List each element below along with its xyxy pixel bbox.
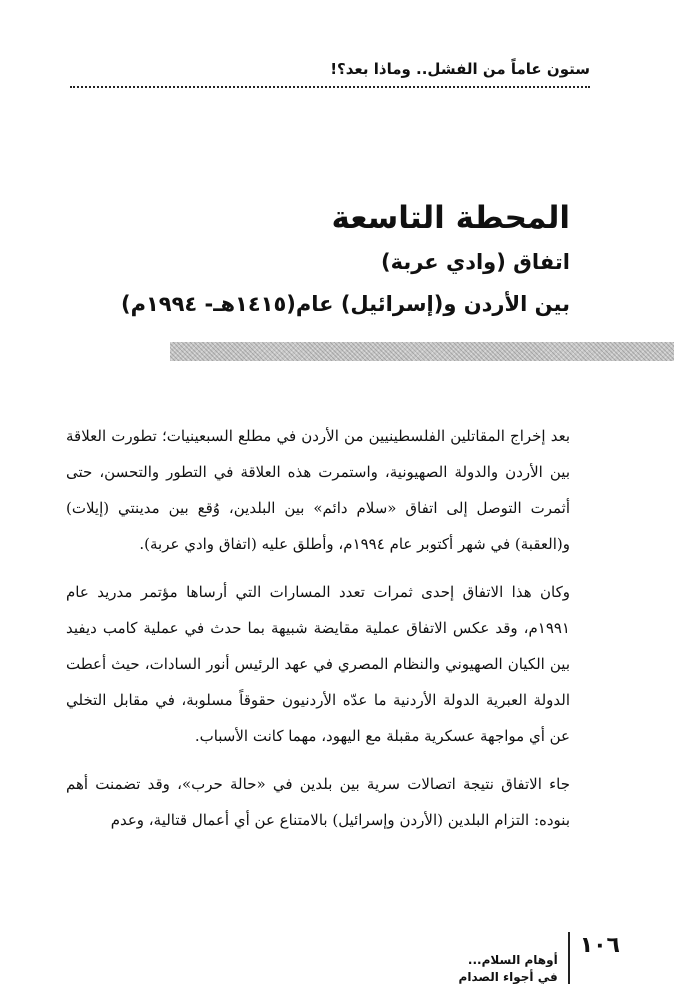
chapter-heading	[121, 195, 570, 325]
footer-title-line: في أجواء الصدام	[458, 970, 558, 984]
header-dotted-rule	[70, 86, 590, 88]
paragraph: وكان هذا الاتفاق إحدى ثمرات تعدد المسارات التي أرساها مؤتمر مدريد عام ١٩٩١م، وقد عكس الاتفاق عملية مقايضة شبيهة بما حدث في عملية كامب ديفيد بين الكيان الصهيوني والنظام المصري في عهد الرئيس أنور السادات، حيث أعطت الدولة العبرية الدولة الأردنية ما عدّه الأردنيون حقوقاً مسلوبة، في مقابل التخلي عن أي مواجهة عسكرية مقبلة مع اليهود، مهما كانت الأسباب.	[66, 583, 570, 745]
paragraph: بعد إخراج المقاتلين الفلسطينيين من الأردن في مطلع السبعينيات؛ تطورت العلاقة بين الأردن والدولة الصهيونية، واستمرت هذه العلاقة في التطور والتحسن، حتى أثمرت التوصل إلى اتفاق «سلام دائم» بين البلدين، وُقع بين مدينتي (إيلات) و(العقبة) في شهر أكتوبر عام ١٩٩٤م، وأطلق عليه (اتفاق وادي عربة).	[66, 427, 570, 553]
chapter-subtitle-parties-date: بين الأردن و(إسرائيل) عام(١٤١٥هـ- ١٩٩٤م)	[120, 292, 570, 316]
page-footer	[459, 932, 620, 986]
footer-title-line: أوهام السلام...	[467, 953, 558, 967]
running-header: ستون عاماً من الفشل.. وماذا بعد؟!	[330, 60, 590, 78]
paragraph: جاء الاتفاق نتيجة اتصالات سرية بين بلدين في «حالة حرب»، وقد تضمنت أهم بنوده: التزام البلدين (الأردن وإسرائيل) بالامتناع عن أي أعمال قتالية، وعدم	[66, 775, 570, 829]
footer-vertical-rule	[568, 932, 570, 984]
footer-book-title	[459, 932, 558, 986]
decorative-shaded-bar	[170, 342, 674, 361]
chapter-title: المحطة التاسعة	[331, 200, 570, 236]
chapter-subtitle-agreement: اتفاق (وادي عربة)	[381, 250, 570, 274]
body-text	[66, 418, 570, 850]
page-number: ١٠٦	[579, 933, 620, 958]
